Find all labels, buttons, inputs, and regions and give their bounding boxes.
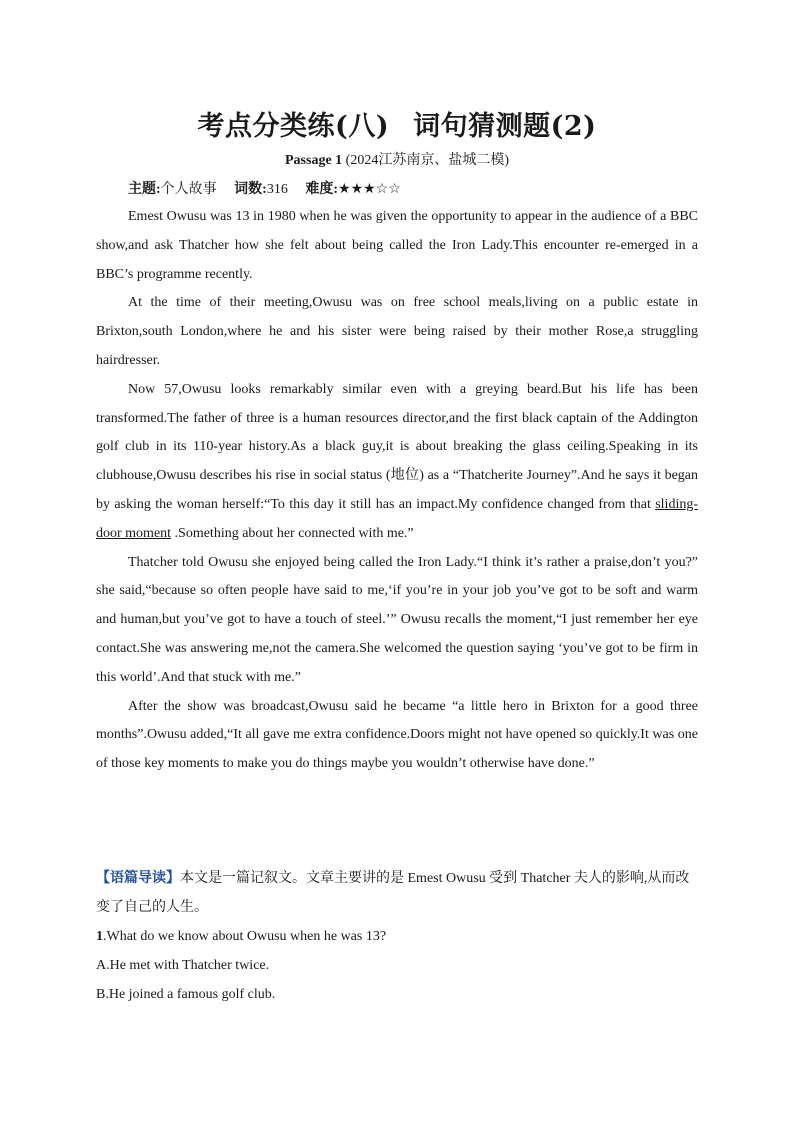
guide-text: 本文是一篇记叙文。文章主要讲的是 Emest Owusu 受到 Thatcher 夫人的影响,从而改变了自己的人生。: [96, 871, 690, 915]
paragraph-4: Thatcher told Owusu she enjoyed being called the Iron Lady.“I think it’s rather a praise,don’t you?” she said,“because so often people have said to me,‘if you’re in your job you’ve got to be soft and warm and human,but you’ve got to have a touch of steel.’” Owusu recalls the moment,“I just remember her eye contact.She was answering me,not the camera.She welcomed the question saying ‘you’ve got to be firm in this world’.And that stuck with me.”: [96, 554, 698, 685]
passage-source: (2024江苏南京、盐城二模): [342, 153, 509, 168]
passage-meta: [128, 178, 401, 198]
difficulty-stars: ★★★☆☆: [338, 182, 401, 197]
passage-body: [96, 203, 698, 779]
title-part1: 考点分类练(八): [197, 111, 390, 142]
question-1-stem: [96, 923, 698, 952]
paragraph-5: After the show was broadcast,Owusu said he became “a little hero in Brixton for a good three months”.Owusu added,“It all gave me extra confidence.Doors might not have opened so quickly.It was one of those key moments to make you do things maybe you wouldn’t otherwise have done.”: [96, 698, 698, 772]
paragraph-3: [96, 376, 698, 549]
question-number: 1: [96, 929, 103, 944]
guide-tag: 【语篇导读】: [96, 871, 180, 886]
theme-label: 主题:: [128, 182, 161, 197]
word-count-label: 词数:: [234, 182, 267, 197]
passage-number: Passage 1: [285, 153, 343, 168]
page-title: [96, 104, 698, 143]
passage-heading: [96, 149, 698, 169]
difficulty-label: 难度:: [305, 182, 339, 197]
paragraph-3-text-b: .Something about her connected with me.”: [171, 525, 414, 541]
theme-value: 个人故事: [160, 182, 217, 197]
word-count-value: 316: [266, 182, 288, 197]
underlined-phrase: sliding-door moment: [96, 496, 698, 541]
option-b: B.He joined a famous golf club.: [96, 986, 276, 1002]
question-text: .What do we know about Owusu when he was 13?: [103, 929, 387, 944]
paragraph-3-text-a: Now 57,Owusu looks remarkably similar even with a greying beard.But his life has been transformed.The father of three is a human resources director,and the first black captain of the Addington golf club in its 110-year history.As a black guy,it is about breaking the glass ceiling.Speaking in its clubhouse,Owusu describes his rise in social status (地位) as a “Thatcherite Journey”.And he says it began by asking the woman herself:“To this day it still has an impact.My confidence changed from that: [96, 381, 698, 512]
reading-guide: [96, 865, 698, 923]
question-1: [96, 923, 698, 1009]
option-a: A.He met with Thatcher twice.: [96, 957, 270, 973]
paragraph-1: Emest Owusu was 13 in 1980 when he was given the opportunity to appear in the audience of a BBC show,and ask Thatcher how she felt about being called the Iron Lady.This encounter re-emerged in a BBC’s programme recently.: [96, 209, 698, 282]
title-part2: 词句猜测题(2): [413, 111, 597, 142]
paragraph-2: At the time of their meeting,Owusu was on free school meals,living on a public estate in Brixton,south London,where he and his sister were being raised by their mother Rose,a struggling hairdresser.: [96, 295, 698, 368]
